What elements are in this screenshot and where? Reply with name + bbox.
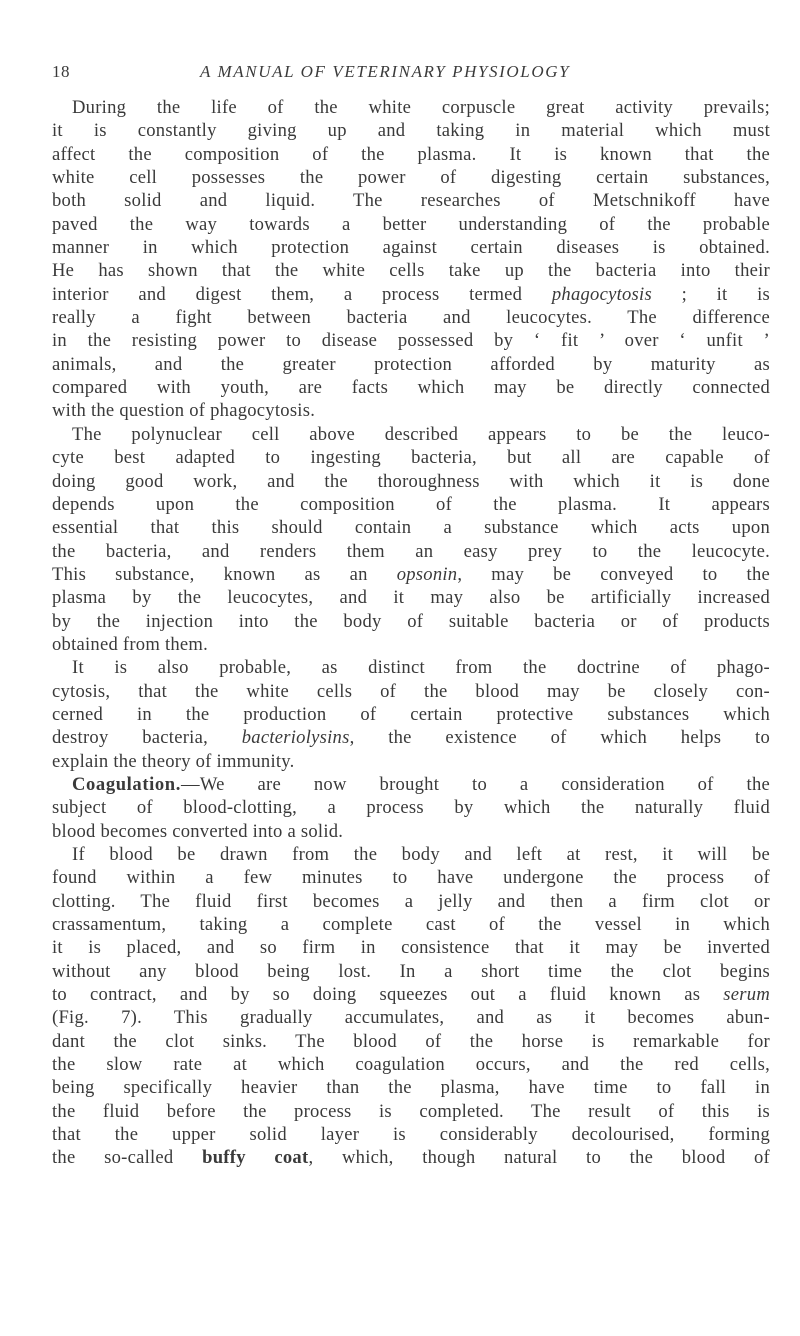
- line-text: with the question of phagocytosis.: [52, 400, 316, 422]
- text-line: [52, 213, 770, 236]
- text-line: [52, 446, 770, 469]
- line-text: compared with youth, are facts which may be directly connected: [52, 377, 770, 399]
- line-text: the slow rate at which coagulation occurs, and the red cells,: [52, 1054, 770, 1076]
- section-heading: Coagulation.: [72, 773, 181, 795]
- italic-term: phagocytosis: [551, 283, 652, 305]
- text-line: [52, 143, 770, 166]
- text-line: [52, 563, 770, 586]
- line-text: crassamentum, taking a complete cast of the vessel in which: [52, 914, 770, 936]
- text-line: [52, 96, 770, 119]
- text-line: [52, 633, 770, 656]
- text-line: [52, 540, 770, 563]
- line-text: it is constantly giving up and taking in material which must: [52, 120, 770, 142]
- text-line: [52, 283, 770, 306]
- line-text: During the life of the white corpuscle great activity prevails;: [72, 97, 770, 118]
- text-line: [52, 843, 770, 866]
- line-text: to contract, and by so doing squeezes out a fluid known as: [52, 984, 724, 1006]
- text-line: [52, 1076, 770, 1099]
- line-text: blood becomes converted into a solid.: [52, 820, 344, 842]
- line-text: explain the theory of immunity.: [52, 750, 295, 772]
- line-text: animals, and the greater protection afforded by maturity as: [52, 353, 770, 375]
- text-line: [52, 820, 770, 843]
- text-line: [52, 796, 770, 819]
- bold-term: buffy coat: [202, 1147, 309, 1169]
- line-text: cerned in the production of certain protective substances which: [52, 703, 770, 725]
- text-line: [52, 936, 770, 959]
- running-title: A MANUAL OF VETERINARY PHYSIOLOGY: [200, 62, 571, 81]
- text-line: [52, 750, 770, 773]
- line-text: paved the way towards a better understanding of the probable: [52, 213, 770, 235]
- running-header: [52, 62, 764, 86]
- text-line: [52, 329, 770, 352]
- text-line: [52, 890, 770, 913]
- line-text: essential that this should contain a substance which acts upon: [52, 517, 770, 539]
- line-text: without any blood being lost. In a short time the clot begins: [52, 960, 770, 982]
- line-text: cyte best adapted to ingesting bacteria, but all are capable of: [52, 447, 770, 469]
- text-line: [52, 1006, 770, 1029]
- text-line: [52, 353, 770, 376]
- line-text-after: , which, though natural to the blood of: [308, 1147, 770, 1169]
- line-text-after: ; it is: [651, 283, 770, 305]
- text-line: [52, 773, 770, 796]
- text-line: [52, 586, 770, 609]
- text-line: [52, 680, 770, 703]
- text-line: [52, 470, 770, 493]
- line-text: the so-called: [52, 1147, 203, 1169]
- line-text-after: —We are now brought to a consideration of the: [180, 773, 770, 795]
- line-text: the fluid before the process is completed. The result of this is: [52, 1100, 770, 1122]
- line-text: He has shown that the white cells take up the bacteria into their: [52, 260, 770, 282]
- line-text: (Fig. 7). This gradually accumulates, and as it becomes abun-: [52, 1007, 770, 1029]
- line-text: really a fight between bacteria and leucocytes. The difference: [52, 307, 770, 329]
- text-line: [52, 399, 770, 422]
- text-line: [52, 1146, 770, 1169]
- line-text: It is also probable, as distinct from the doctrine of phago-: [72, 657, 770, 679]
- text-line: [52, 656, 770, 679]
- line-text: found within a few minutes to have undergone the process of: [52, 867, 770, 889]
- line-text-after: , may be conveyed to the: [457, 563, 770, 585]
- text-line: [52, 189, 770, 212]
- line-text: obtained from them.: [52, 633, 209, 655]
- text-line: [52, 259, 770, 282]
- italic-term: bacteriolysins: [241, 727, 350, 749]
- text-line: [52, 493, 770, 516]
- text-line: [52, 983, 770, 1006]
- text-line: [52, 516, 770, 539]
- line-text: being specifically heavier than the plasma, have time to fall in: [52, 1077, 770, 1099]
- line-text: doing good work, and the thoroughness with which it is done: [52, 470, 770, 492]
- text-line: [52, 119, 770, 142]
- line-text: destroy bacteria,: [52, 727, 242, 749]
- line-text: plasma by the leucocytes, and it may also be artificially increased: [52, 587, 770, 609]
- italic-term: opsonin: [396, 563, 458, 585]
- line-text: depends upon the composition of the plasma. It appears: [52, 493, 770, 515]
- line-text: dant the clot sinks. The blood of the horse is remarkable for: [52, 1030, 770, 1052]
- line-text: manner in which protection against certain diseases is obtained.: [52, 237, 770, 259]
- line-text: clotting. The fluid first becomes a jelly and then a firm clot or: [52, 890, 770, 912]
- text-line: [52, 960, 770, 983]
- italic-term: serum: [723, 984, 770, 1006]
- line-text: cytosis, that the white cells of the blood may be closely con-: [52, 680, 770, 702]
- text-line: [52, 726, 770, 749]
- text-line: [52, 306, 770, 329]
- line-text: by the injection into the body of suitable bacteria or of products: [52, 610, 770, 632]
- text-line: [52, 913, 770, 936]
- text-line: [52, 1100, 770, 1123]
- text-line: [52, 610, 770, 633]
- line-text: affect the composition of the plasma. It is known that the: [52, 143, 770, 165]
- body-text: [52, 96, 770, 1170]
- text-line: [52, 423, 770, 446]
- text-line: [52, 866, 770, 889]
- line-text: that the upper solid layer is considerably decolourised, forming: [52, 1124, 770, 1146]
- line-text: it is placed, and so firm in consistence that it may be inverted: [52, 937, 770, 959]
- page-number: 18: [52, 62, 70, 81]
- line-text: white cell possesses the power of digesting certain substances,: [52, 167, 770, 189]
- text-line: [52, 703, 770, 726]
- line-text-after: , the existence of which helps to: [349, 727, 771, 749]
- line-text: interior and digest them, a process termed: [52, 283, 552, 305]
- line-text: The polynuclear cell above described appears to be the leuco-: [72, 423, 770, 445]
- text-line: [52, 1053, 770, 1076]
- line-text: in the resisting power to disease possessed by ‘ fit ’ over ‘ unfit ’: [52, 330, 770, 352]
- line-text: both solid and liquid. The researches of Metschnikoff have: [52, 190, 770, 212]
- text-line: [52, 166, 770, 189]
- text-line: [52, 236, 770, 259]
- text-line: [52, 1123, 770, 1146]
- line-text: If blood be drawn from the body and left at rest, it will be: [72, 844, 770, 865]
- line-text: This substance, known as an: [52, 563, 397, 585]
- line-text: subject of blood-clotting, a process by which the naturally fluid: [52, 797, 770, 819]
- text-line: [52, 376, 770, 399]
- line-text: the bacteria, and renders them an easy prey to the leucocyte.: [52, 540, 770, 562]
- text-line: [52, 1030, 770, 1053]
